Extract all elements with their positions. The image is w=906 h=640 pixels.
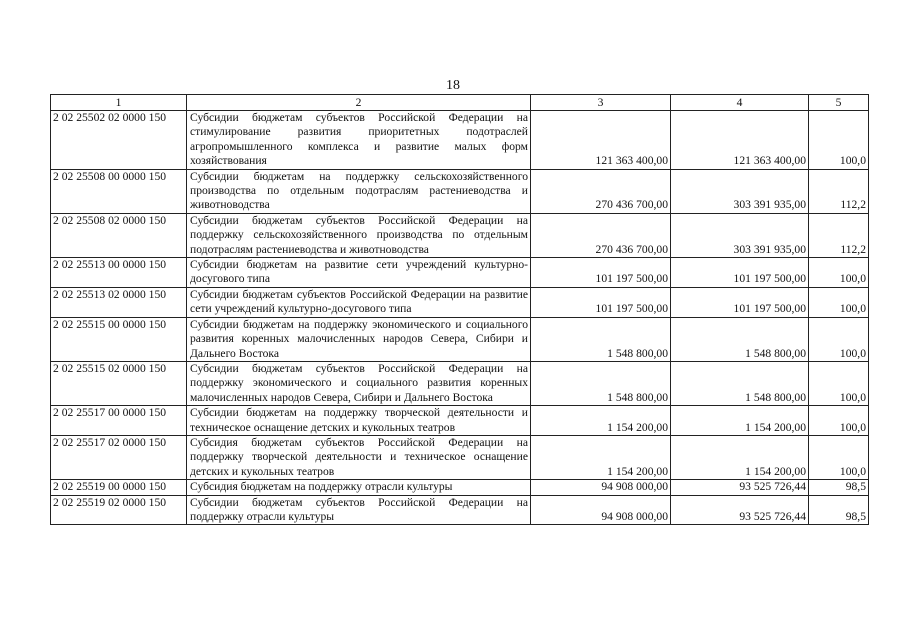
amount-fact: 93 525 726,44: [671, 495, 809, 525]
percent: 112,2: [809, 213, 869, 257]
budget-code: 2 02 25502 02 0000 150: [51, 111, 187, 170]
budget-code: 2 02 25519 02 0000 150: [51, 495, 187, 525]
budget-code: 2 02 25515 00 0000 150: [51, 317, 187, 361]
description: Субсидии бюджетам субъектов Российской Федерации на поддержку отрасли культуры: [187, 495, 531, 525]
amount-plan: 101 197 500,00: [531, 287, 671, 317]
percent: 100,0: [809, 258, 869, 288]
amount-fact: 303 391 935,00: [671, 169, 809, 213]
percent: 100,0: [809, 287, 869, 317]
budget-code: 2 02 25513 00 0000 150: [51, 258, 187, 288]
amount-fact: 1 548 800,00: [671, 361, 809, 405]
budget-table: [50, 94, 869, 525]
amount-plan: 1 154 200,00: [531, 406, 671, 436]
amount-plan: 1 548 800,00: [531, 361, 671, 405]
amount-plan: 94 908 000,00: [531, 495, 671, 525]
table-row: [51, 495, 869, 525]
percent: 100,0: [809, 406, 869, 436]
column-number-header: [51, 95, 869, 111]
table-row: [51, 406, 869, 436]
amount-fact: 1 154 200,00: [671, 406, 809, 436]
description: Субсидии бюджетам на поддержку творческой деятельности и техническое оснащение детских и кукольных театров: [187, 406, 531, 436]
amount-fact: 1 548 800,00: [671, 317, 809, 361]
amount-plan: 270 436 700,00: [531, 169, 671, 213]
description: Субсидии бюджетам субъектов Российской Федерации на поддержку сельскохозяйственного производства по отдельным подотраслям растениеводства и животноводства: [187, 213, 531, 257]
description: Субсидии бюджетам на поддержку экономического и социального развития коренных малочисленных народов Севера, Сибири и Дальнего Востока: [187, 317, 531, 361]
description: Субсидия бюджетам субъектов Российской Федерации на поддержку творческой деятельности и техническое оснащение детских и кукольных театров: [187, 435, 531, 479]
amount-plan: 1 154 200,00: [531, 435, 671, 479]
column-header-4: 4: [671, 95, 809, 111]
amount-plan: 1 548 800,00: [531, 317, 671, 361]
table-row: [51, 213, 869, 257]
description: Субсидии бюджетам на развитие сети учреждений культурно-досугового типа: [187, 258, 531, 288]
description: Субсидии бюджетам субъектов Российской Федерации на поддержку экономического и социального развития коренных малочисленных народов Севера, Сибири и Дальнего Востока: [187, 361, 531, 405]
amount-fact: 1 154 200,00: [671, 435, 809, 479]
description: Субсидии бюджетам субъектов Российской Федерации на развитие сети учреждений культурно-досугового типа: [187, 287, 531, 317]
budget-code: 2 02 25517 00 0000 150: [51, 406, 187, 436]
percent: 98,5: [809, 480, 869, 495]
amount-fact: 121 363 400,00: [671, 111, 809, 170]
description: Субсидия бюджетам на поддержку отрасли культуры: [187, 480, 531, 495]
table-row: [51, 287, 869, 317]
percent: 100,0: [809, 361, 869, 405]
budget-code: 2 02 25508 02 0000 150: [51, 213, 187, 257]
column-header-1: 1: [51, 95, 187, 111]
amount-fact: 303 391 935,00: [671, 213, 809, 257]
table-row: [51, 435, 869, 479]
description: Субсидии бюджетам субъектов Российской Федерации на стимулирование развития приоритетных подотраслей агропромышленного комплекса и развитие малых форм хозяйствования: [187, 111, 531, 170]
percent: 100,0: [809, 435, 869, 479]
description: Субсидии бюджетам на поддержку сельскохозяйственного производства по отдельным подотраслям растениеводства и животноводства: [187, 169, 531, 213]
percent: 98,5: [809, 495, 869, 525]
amount-fact: 93 525 726,44: [671, 480, 809, 495]
amount-plan: 94 908 000,00: [531, 480, 671, 495]
column-header-2: 2: [187, 95, 531, 111]
table-row: [51, 111, 869, 170]
table-body: [51, 111, 869, 525]
column-header-3: 3: [531, 95, 671, 111]
budget-code: 2 02 25515 02 0000 150: [51, 361, 187, 405]
table-row: [51, 361, 869, 405]
table-row: [51, 258, 869, 288]
percent: 100,0: [809, 317, 869, 361]
amount-plan: 101 197 500,00: [531, 258, 671, 288]
table-row: [51, 480, 869, 495]
budget-code: 2 02 25508 00 0000 150: [51, 169, 187, 213]
amount-plan: 270 436 700,00: [531, 213, 671, 257]
amount-fact: 101 197 500,00: [671, 287, 809, 317]
budget-code: 2 02 25517 02 0000 150: [51, 435, 187, 479]
page-number: 18: [446, 78, 460, 93]
column-header-5: 5: [809, 95, 869, 111]
budget-code: 2 02 25513 02 0000 150: [51, 287, 187, 317]
percent: 100,0: [809, 111, 869, 170]
table-row: [51, 317, 869, 361]
budget-code: 2 02 25519 00 0000 150: [51, 480, 187, 495]
amount-fact: 101 197 500,00: [671, 258, 809, 288]
table-row: [51, 169, 869, 213]
amount-plan: 121 363 400,00: [531, 111, 671, 170]
percent: 112,2: [809, 169, 869, 213]
